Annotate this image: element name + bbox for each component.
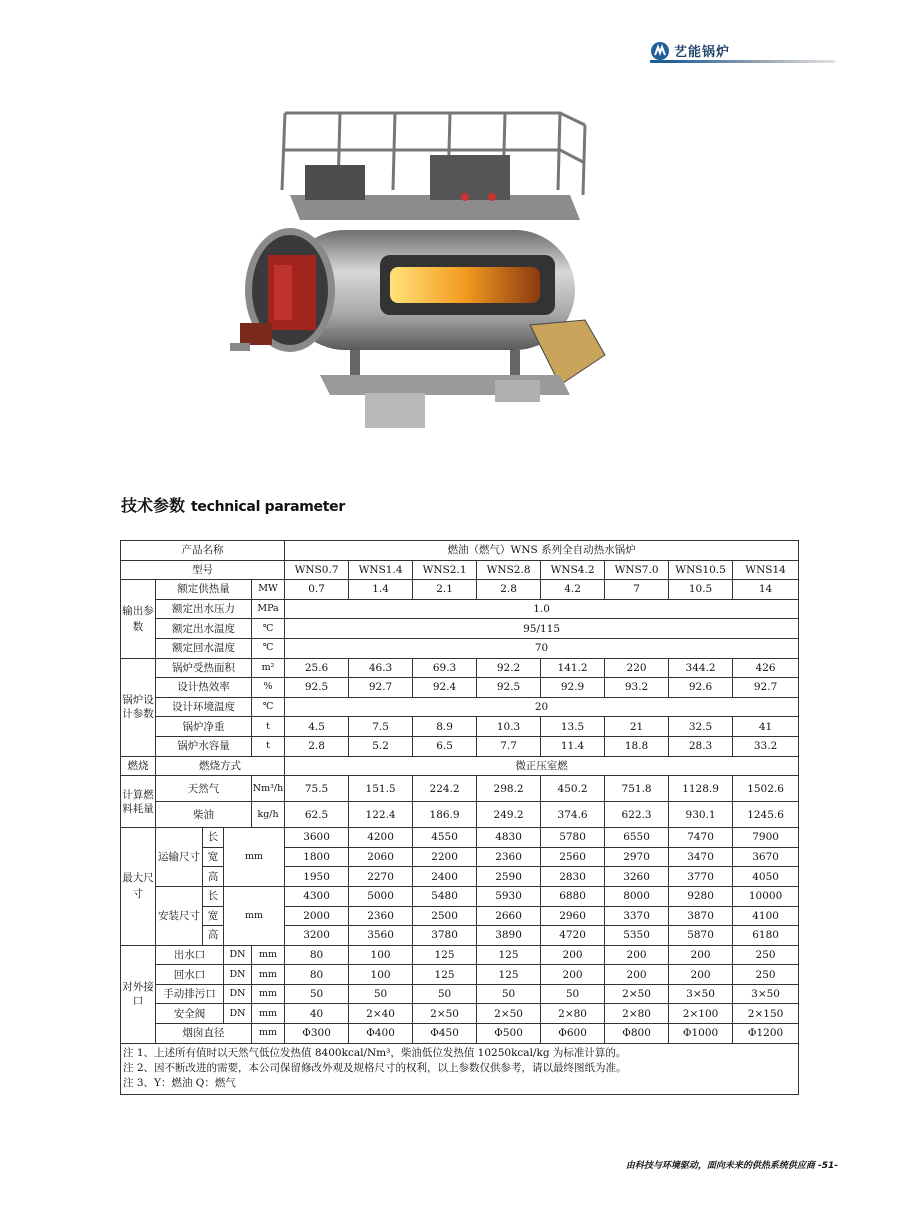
transport-size-label: 运输尺寸 — [156, 828, 203, 887]
brand-header — [650, 40, 835, 70]
value-cell: 1800 — [285, 847, 349, 867]
unit-cell: ℃ — [252, 638, 285, 658]
value-cell: 1245.6 — [733, 802, 799, 828]
value-cell: 3870 — [669, 906, 733, 926]
boiler-cutaway-image — [230, 95, 610, 435]
unit-cell: % — [252, 678, 285, 698]
value-cell: 92.4 — [413, 678, 477, 698]
fuel-row — [121, 776, 799, 802]
value-cell: 46.3 — [349, 658, 413, 678]
merged-value: 1.0 — [285, 599, 799, 619]
note-line: 注 2、因不断改进的需要，本公司保留修改外观及规格尺寸的权利，以上参数仅供参考，请以最终图纸为准。 — [123, 1061, 627, 1074]
value-cell: 2970 — [605, 847, 669, 867]
dimension-row — [121, 847, 799, 867]
merged-value: 微正压室燃 — [285, 756, 799, 776]
value-cell: 32.5 — [669, 717, 733, 737]
value-cell: 3×50 — [733, 984, 799, 1004]
value-cell: 2×50 — [413, 1004, 477, 1024]
unit-cell: mm — [252, 965, 285, 985]
param-name: 设计环境温度 — [156, 697, 252, 717]
value-cell: 93.2 — [605, 678, 669, 698]
value-cell: 13.5 — [541, 717, 605, 737]
value-cell: 7900 — [733, 828, 799, 848]
spec-table — [120, 540, 799, 1095]
value-cell: 2660 — [477, 906, 541, 926]
value-cell: 298.2 — [477, 776, 541, 802]
value-cell: 7.7 — [477, 736, 541, 756]
param-name: 安全阀 — [156, 1004, 224, 1024]
value-cell: 80 — [285, 965, 349, 985]
value-cell: 69.3 — [413, 658, 477, 678]
param-name: 回水口 — [156, 965, 224, 985]
value-cell: 2360 — [349, 906, 413, 926]
value-cell: 125 — [413, 965, 477, 985]
value-cell: 450.2 — [541, 776, 605, 802]
value-cell: WNS1.4 — [349, 560, 413, 580]
header-row — [121, 541, 799, 561]
value-cell: 6.5 — [413, 736, 477, 756]
value-cell: 2060 — [349, 847, 413, 867]
dn-cell: DN — [224, 945, 252, 965]
value-cell: 40 — [285, 1004, 349, 1024]
dim-label: 高 — [203, 926, 224, 946]
param-name: 额定出水温度 — [156, 619, 252, 639]
value-cell: 3260 — [605, 867, 669, 887]
value-cell: 0.7 — [285, 580, 349, 600]
value-cell: 125 — [413, 945, 477, 965]
value-cell: 18.8 — [605, 736, 669, 756]
value-cell: 50 — [413, 984, 477, 1004]
value-cell: 41 — [733, 717, 799, 737]
value-cell: WNS7.0 — [605, 560, 669, 580]
param-name: 锅炉净重 — [156, 717, 252, 737]
value-cell: 3890 — [477, 926, 541, 946]
design-row — [121, 717, 799, 737]
value-cell: 220 — [605, 658, 669, 678]
value-cell: 4100 — [733, 906, 799, 926]
unit-cell: t — [252, 736, 285, 756]
design-row — [121, 736, 799, 756]
dimension-row — [121, 886, 799, 906]
value-cell: 2×100 — [669, 1004, 733, 1024]
value-cell: 2500 — [413, 906, 477, 926]
value-cell: 100 — [349, 945, 413, 965]
value-cell: 10.3 — [477, 717, 541, 737]
value-cell: WNS2.8 — [477, 560, 541, 580]
unit-cell: ℃ — [252, 697, 285, 717]
output-row — [121, 580, 799, 600]
value-cell: 2×80 — [605, 1004, 669, 1024]
value-cell: 2360 — [477, 847, 541, 867]
dim-label: 长 — [203, 886, 224, 906]
param-name: 燃烧方式 — [156, 756, 285, 776]
unit-cell: ℃ — [252, 619, 285, 639]
param-name: 柴油 — [156, 802, 252, 828]
unit-cell: kg/h — [252, 802, 285, 828]
param-name: 锅炉水容量 — [156, 736, 252, 756]
value-cell: 50 — [285, 984, 349, 1004]
value-cell: 3770 — [669, 867, 733, 887]
value-cell: 10000 — [733, 886, 799, 906]
param-name: 额定回水温度 — [156, 638, 252, 658]
unit-cell: m² — [252, 658, 285, 678]
param-name: 出水口 — [156, 945, 224, 965]
fuel-group-label: 计算燃料耗量 — [121, 776, 156, 828]
dimension-row — [121, 906, 799, 926]
unit-cell: mm — [252, 945, 285, 965]
value-cell: 2590 — [477, 867, 541, 887]
value-cell: 28.3 — [669, 736, 733, 756]
product-name: 燃油（燃气）WNS 系列全自动热水锅炉 — [285, 541, 799, 561]
value-cell: 6550 — [605, 828, 669, 848]
value-cell: 5.2 — [349, 736, 413, 756]
value-cell: 125 — [477, 945, 541, 965]
design-group-label: 锅炉设计参数 — [121, 658, 156, 756]
unit-cell: Nm³/h — [252, 776, 285, 802]
value-cell: 9280 — [669, 886, 733, 906]
value-cell: 3560 — [349, 926, 413, 946]
brand-name: 艺能锅炉 — [674, 45, 731, 60]
fuel-row — [121, 802, 799, 828]
value-cell: 200 — [541, 965, 605, 985]
value-cell: 2400 — [413, 867, 477, 887]
value-cell: 4050 — [733, 867, 799, 887]
dim-label: 宽 — [203, 906, 224, 926]
merged-value: 20 — [285, 697, 799, 717]
combustion-group-label: 燃烧 — [121, 756, 156, 776]
unit-cell: t — [252, 717, 285, 737]
product-label: 产品名称 — [121, 541, 285, 561]
value-cell: 21 — [605, 717, 669, 737]
value-cell: 5480 — [413, 886, 477, 906]
value-cell: 224.2 — [413, 776, 477, 802]
value-cell: 7.5 — [349, 717, 413, 737]
connection-row — [121, 945, 799, 965]
value-cell: 125 — [477, 965, 541, 985]
output-group-label: 输出参数 — [121, 580, 156, 658]
section-title-en: technical parameter — [191, 499, 345, 515]
value-cell: 2560 — [541, 847, 605, 867]
value-cell: Φ600 — [541, 1024, 605, 1044]
value-cell: 5000 — [349, 886, 413, 906]
dimension-row — [121, 828, 799, 848]
value-cell: 200 — [605, 945, 669, 965]
value-cell: 2.8 — [285, 736, 349, 756]
model-label: 型号 — [121, 560, 285, 580]
value-cell: 3200 — [285, 926, 349, 946]
unit-cell: mm — [252, 1004, 285, 1024]
value-cell: 3×50 — [669, 984, 733, 1004]
note-line: 注 3、Y：燃油 Q：燃气 — [123, 1076, 236, 1089]
value-cell: WNS4.2 — [541, 560, 605, 580]
combustion-row — [121, 756, 799, 776]
value-cell: 50 — [349, 984, 413, 1004]
value-cell: 2×80 — [541, 1004, 605, 1024]
value-cell: 622.3 — [605, 802, 669, 828]
value-cell: 5350 — [605, 926, 669, 946]
value-cell: 2830 — [541, 867, 605, 887]
value-cell: 2200 — [413, 847, 477, 867]
value-cell: Φ400 — [349, 1024, 413, 1044]
output-row — [121, 638, 799, 658]
value-cell: 4830 — [477, 828, 541, 848]
value-cell: 10.5 — [669, 580, 733, 600]
value-cell: 33.2 — [733, 736, 799, 756]
value-cell: 2×40 — [349, 1004, 413, 1024]
value-cell: 4.5 — [285, 717, 349, 737]
value-cell: 14 — [733, 580, 799, 600]
value-cell: 2×150 — [733, 1004, 799, 1024]
value-cell: 2270 — [349, 867, 413, 887]
value-cell: 4300 — [285, 886, 349, 906]
value-cell: 4.2 — [541, 580, 605, 600]
value-cell: 426 — [733, 658, 799, 678]
param-name: 天然气 — [156, 776, 252, 802]
dim-label: 高 — [203, 867, 224, 887]
param-name: 设计热效率 — [156, 678, 252, 698]
dim-label: 长 — [203, 828, 224, 848]
dimension-group-label: 最大尺寸 — [121, 828, 156, 946]
section-title — [121, 493, 345, 516]
value-cell: Φ300 — [285, 1024, 349, 1044]
value-cell: 75.5 — [285, 776, 349, 802]
value-cell: 6880 — [541, 886, 605, 906]
yineng-logo-icon — [650, 41, 670, 61]
dn-cell: DN — [224, 965, 252, 985]
design-row — [121, 658, 799, 678]
value-cell: 200 — [669, 945, 733, 965]
value-cell: WNS0.7 — [285, 560, 349, 580]
value-cell: 186.9 — [413, 802, 477, 828]
unit-cell: MPa — [252, 599, 285, 619]
section-title-cn: 技术参数 — [121, 496, 186, 515]
merged-value: 70 — [285, 638, 799, 658]
connection-row — [121, 984, 799, 1004]
value-cell: 2×50 — [477, 1004, 541, 1024]
value-cell: 122.4 — [349, 802, 413, 828]
connection-row — [121, 1024, 799, 1044]
param-name: 额定供热量 — [156, 580, 252, 600]
value-cell: 751.8 — [605, 776, 669, 802]
notes-cell — [121, 1043, 799, 1094]
value-cell: 3780 — [413, 926, 477, 946]
value-cell: 5780 — [541, 828, 605, 848]
value-cell: WNS2.1 — [413, 560, 477, 580]
design-row — [121, 697, 799, 717]
value-cell: 3470 — [669, 847, 733, 867]
value-cell: 80 — [285, 945, 349, 965]
value-cell: 92.7 — [349, 678, 413, 698]
value-cell: Φ800 — [605, 1024, 669, 1044]
connection-group-label: 对外接口 — [121, 945, 156, 1043]
value-cell: 8.9 — [413, 717, 477, 737]
value-cell: 344.2 — [669, 658, 733, 678]
value-cell: 4550 — [413, 828, 477, 848]
value-cell: 100 — [349, 965, 413, 985]
value-cell: 92.5 — [285, 678, 349, 698]
param-name: 手动排污口 — [156, 984, 224, 1004]
merged-value: 95/115 — [285, 619, 799, 639]
value-cell: 8000 — [605, 886, 669, 906]
value-cell: 11.4 — [541, 736, 605, 756]
value-cell: 1502.6 — [733, 776, 799, 802]
value-cell: 92.2 — [477, 658, 541, 678]
value-cell: 930.1 — [669, 802, 733, 828]
value-cell: 3670 — [733, 847, 799, 867]
value-cell: 250 — [733, 945, 799, 965]
page-footer: 由科技与环境驱动，面向未来的供热系统供应商 -51- — [625, 1161, 838, 1171]
unit-cell: mm — [252, 984, 285, 1004]
value-cell: 1128.9 — [669, 776, 733, 802]
dim-label: 宽 — [203, 847, 224, 867]
value-cell: 1950 — [285, 867, 349, 887]
value-cell: Φ1200 — [733, 1024, 799, 1044]
value-cell: 250 — [733, 965, 799, 985]
connection-row — [121, 1004, 799, 1024]
value-cell: 200 — [669, 965, 733, 985]
param-name: 额定出水压力 — [156, 599, 252, 619]
value-cell: 4720 — [541, 926, 605, 946]
value-cell: 374.6 — [541, 802, 605, 828]
value-cell: 5870 — [669, 926, 733, 946]
value-cell: 151.5 — [349, 776, 413, 802]
value-cell: 92.9 — [541, 678, 605, 698]
value-cell: 4200 — [349, 828, 413, 848]
value-cell: 2960 — [541, 906, 605, 926]
value-cell: Φ450 — [413, 1024, 477, 1044]
param-name: 烟囱直径 — [156, 1024, 252, 1044]
value-cell: Φ1000 — [669, 1024, 733, 1044]
value-cell: 2.1 — [413, 580, 477, 600]
value-cell: WNS10.5 — [669, 560, 733, 580]
note-line: 注 1、上述所有值时以天然气低位发热值 8400kcal/Nm³，柴油低位发热值 10250kcal/kg 为标准计算的。 — [123, 1046, 627, 1059]
value-cell: 7 — [605, 580, 669, 600]
design-row — [121, 678, 799, 698]
brand-underline — [650, 60, 835, 63]
value-cell: WNS14 — [733, 560, 799, 580]
value-cell: 2000 — [285, 906, 349, 926]
model-row — [121, 560, 799, 580]
output-row — [121, 619, 799, 639]
value-cell: 249.2 — [477, 802, 541, 828]
dimension-row — [121, 867, 799, 887]
connection-row — [121, 965, 799, 985]
value-cell: 200 — [541, 945, 605, 965]
value-cell: 92.6 — [669, 678, 733, 698]
install-size-label: 安装尺寸 — [156, 886, 203, 945]
value-cell: 50 — [477, 984, 541, 1004]
unit-cell: mm — [224, 828, 285, 887]
param-name: 锅炉受热面积 — [156, 658, 252, 678]
value-cell: 25.6 — [285, 658, 349, 678]
notes-row — [121, 1043, 799, 1094]
unit-cell: mm — [252, 1024, 285, 1044]
value-cell: 3370 — [605, 906, 669, 926]
unit-cell: MW — [252, 580, 285, 600]
value-cell: 1.4 — [349, 580, 413, 600]
value-cell: 5930 — [477, 886, 541, 906]
value-cell: 200 — [605, 965, 669, 985]
value-cell: 62.5 — [285, 802, 349, 828]
value-cell: 141.2 — [541, 658, 605, 678]
value-cell: 50 — [541, 984, 605, 1004]
dimension-row — [121, 926, 799, 946]
value-cell: 6180 — [733, 926, 799, 946]
value-cell: 2.8 — [477, 580, 541, 600]
value-cell: 92.5 — [477, 678, 541, 698]
value-cell: Φ500 — [477, 1024, 541, 1044]
dn-cell: DN — [224, 984, 252, 1004]
value-cell: 2×50 — [605, 984, 669, 1004]
output-row — [121, 599, 799, 619]
value-cell: 3600 — [285, 828, 349, 848]
dn-cell: DN — [224, 1004, 252, 1024]
unit-cell: mm — [224, 886, 285, 945]
value-cell: 92.7 — [733, 678, 799, 698]
value-cell: 7470 — [669, 828, 733, 848]
